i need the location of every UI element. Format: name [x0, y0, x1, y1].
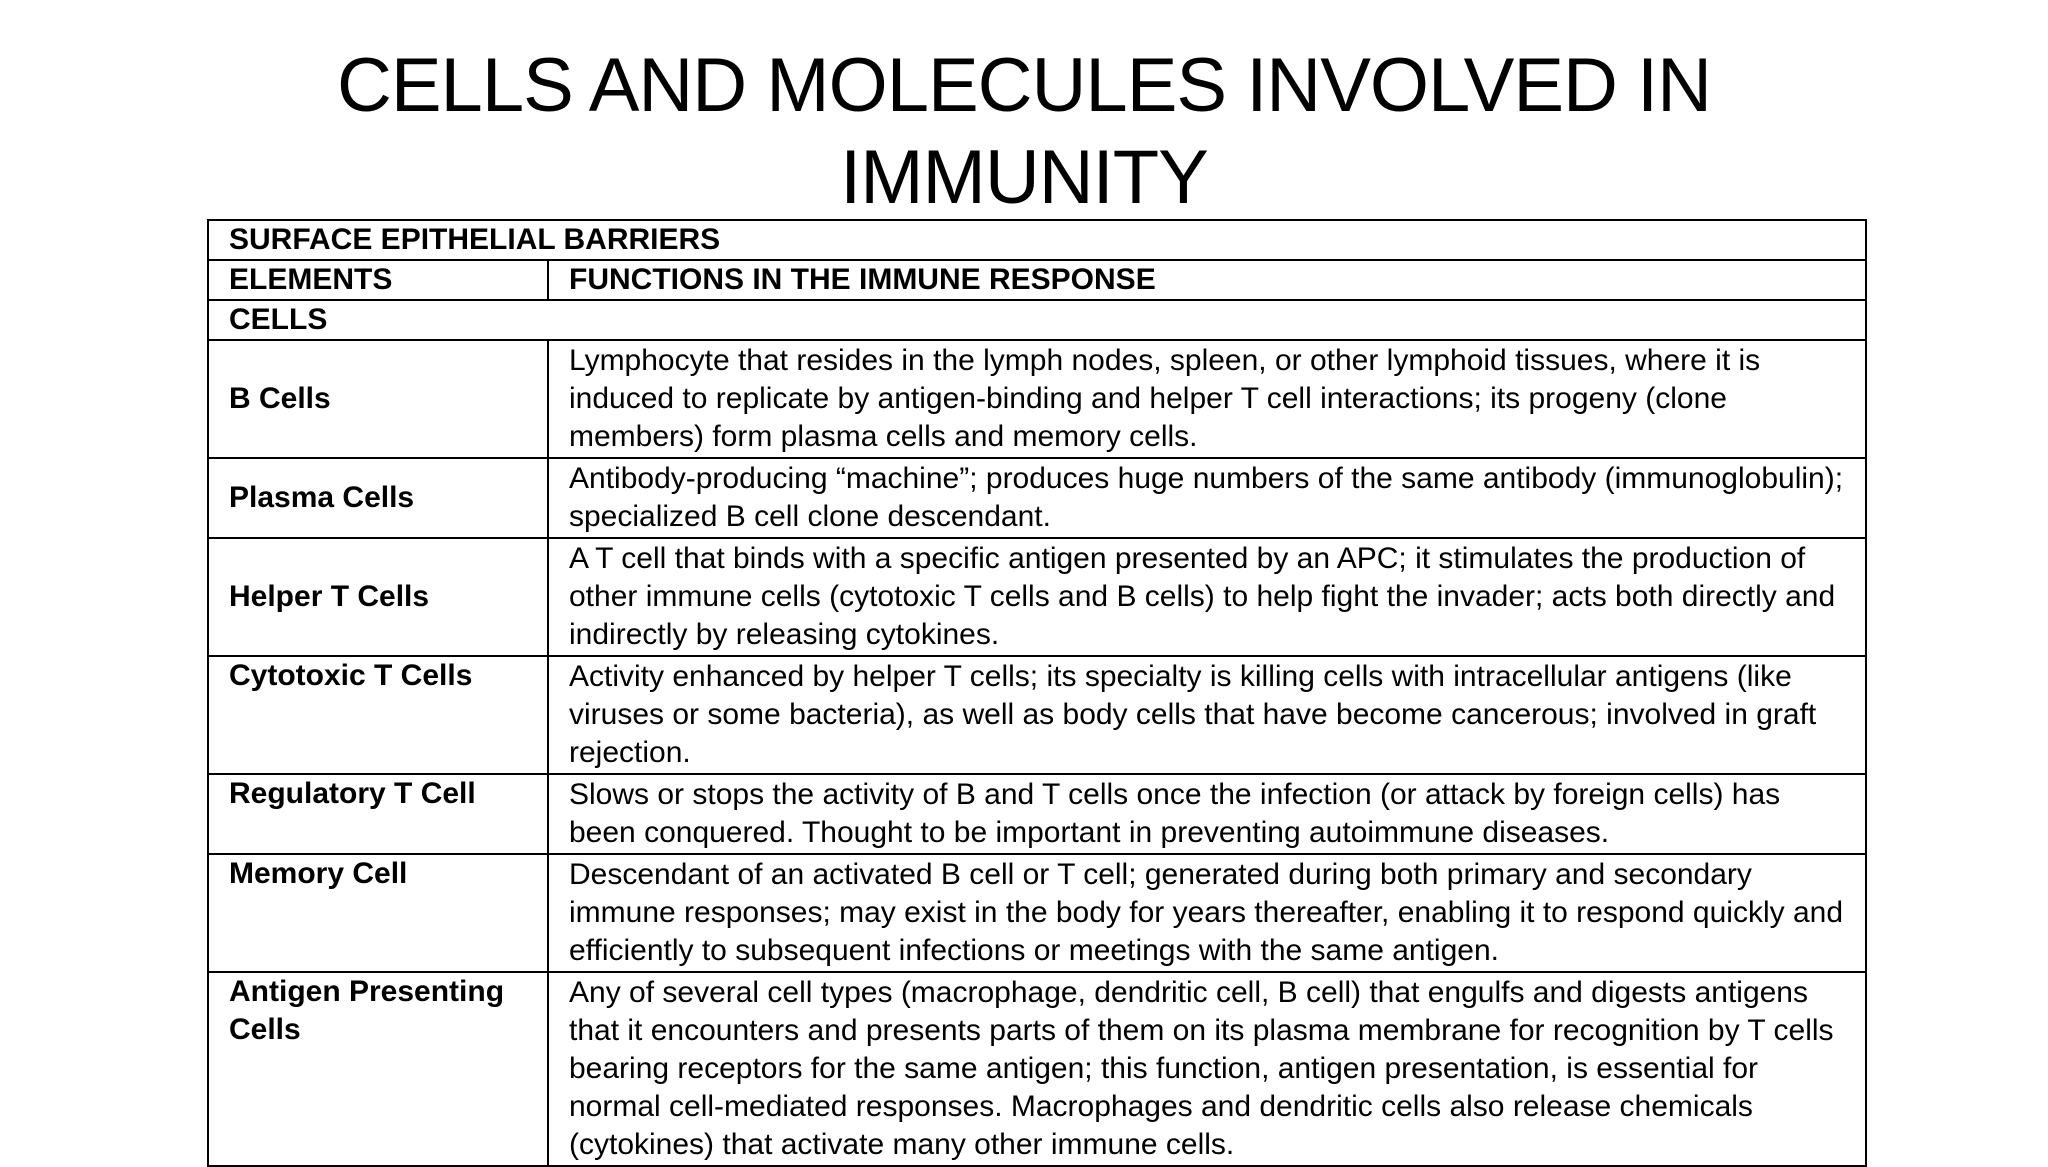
- element-name: Memory Cell: [208, 854, 548, 972]
- element-function: Lymphocyte that resides in the lymph nodes, spleen, or other lymphoid tissues, where it is induced to replicate by antigen-binding and helper T cell interactions; its progeny (clone members) form plasma cells and memory cells.: [548, 340, 1866, 458]
- element-name: Plasma Cells: [208, 458, 548, 538]
- immune-elements-table: [207, 219, 1865, 1167]
- table-row: [208, 656, 1866, 774]
- table-row: [208, 854, 1866, 972]
- element-function: Slows or stops the activity of B and T cells once the infection (or attack by foreign cells) has been conquered. Thought to be important in preventing autoimmune diseases.: [548, 774, 1866, 854]
- element-name: B Cells: [208, 340, 548, 458]
- section-header-row: [208, 220, 1866, 260]
- element-name: Cytotoxic T Cells: [208, 656, 548, 774]
- element-name: Helper T Cells: [208, 538, 548, 656]
- element-name: Regulatory T Cell: [208, 774, 548, 854]
- element-name: Antigen Presenting Cells: [208, 972, 548, 1166]
- element-function: Activity enhanced by helper T cells; its specialty is killing cells with intracellular antigens (like viruses or some bacteria), as well as body cells that have become cancerous; involved in graft rejection.: [548, 656, 1866, 774]
- table-row: [208, 340, 1866, 458]
- column-header-row: [208, 260, 1866, 300]
- title-line-2: IMMUNITY: [840, 135, 1208, 220]
- slide-title: [0, 40, 2048, 224]
- table: [207, 219, 1867, 1167]
- element-function: A T cell that binds with a specific antigen presented by an APC; it stimulates the production of other immune cells (cytotoxic T cells and B cells) to help fight the invader; acts both directly and indirectly by releasing cytokines.: [548, 538, 1866, 656]
- title-line-1: CELLS AND MOLECULES INVOLVED IN: [336, 43, 1712, 128]
- element-function: Any of several cell types (macrophage, dendritic cell, B cell) that engulfs and digests antigens that it encounters and presents parts of them on its plasma membrane for recognition by T cells bearing receptors for the same antigen; this function, antigen presentation, is essential for normal cell-mediated responses. Macrophages and dendritic cells also release chemicals (cytokines) that activate many other immune cells.: [548, 972, 1866, 1166]
- table-row: [208, 774, 1866, 854]
- element-function: Antibody-producing “machine”; produces huge numbers of the same antibody (immunoglobulin); specialized B cell clone descendant.: [548, 458, 1866, 538]
- group-header-cells: CELLS: [208, 300, 1866, 340]
- group-header-row: [208, 300, 1866, 340]
- column-header-elements: ELEMENTS: [208, 260, 548, 300]
- column-header-functions: FUNCTIONS IN THE IMMUNE RESPONSE: [548, 260, 1866, 300]
- table-row: [208, 972, 1866, 1166]
- section-header: SURFACE EPITHELIAL BARRIERS: [208, 220, 1866, 260]
- table-row: [208, 538, 1866, 656]
- element-function: Descendant of an activated B cell or T cell; generated during both primary and secondary immune responses; may exist in the body for years thereafter, enabling it to respond quickly and efficiently to subsequent infections or meetings with the same antigen.: [548, 854, 1866, 972]
- table-row: [208, 458, 1866, 538]
